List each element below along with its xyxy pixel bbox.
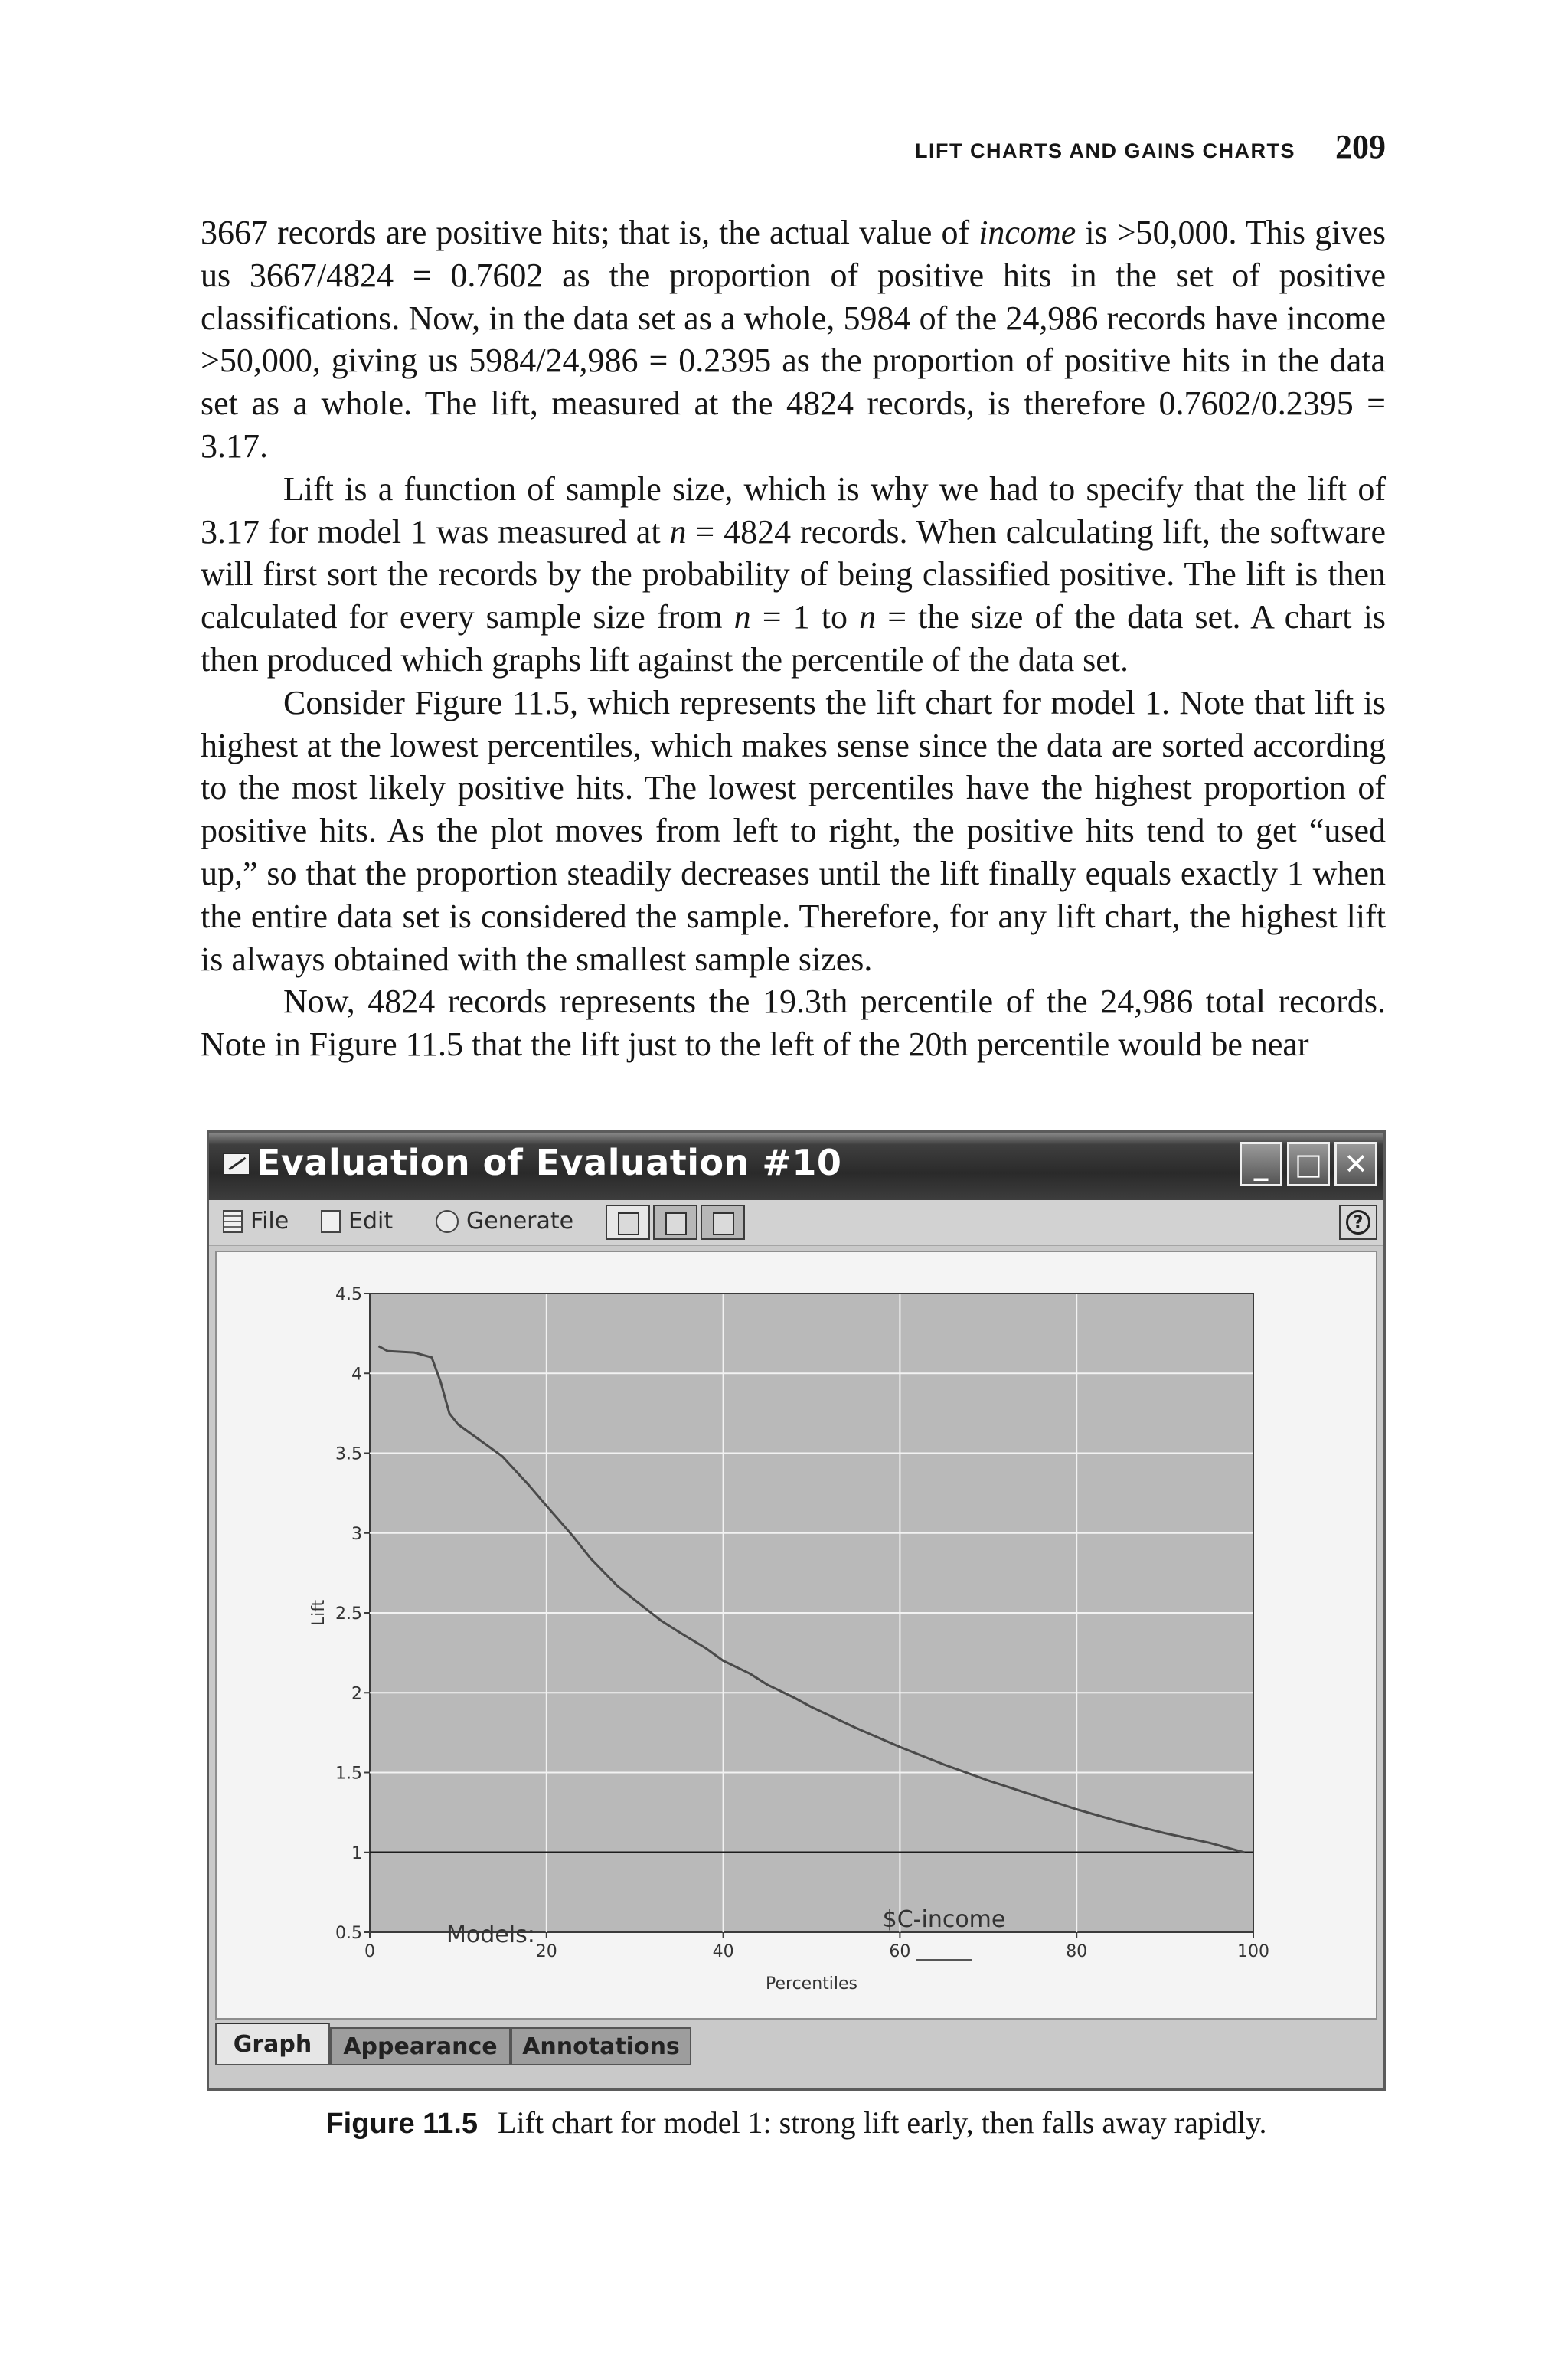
y-tick-label-2: 1.5 [335, 1764, 362, 1784]
paragraph-4: Now, 4824 records represents the 19.3th percentile of the 24,986 total records. Note in Figure 11.5 that the lift just to the left of the 20th percentile would be near [201, 983, 1386, 1064]
menu-file[interactable] [223, 1208, 289, 1235]
x-tick-label-1: 20 [535, 1942, 557, 1961]
p2-italic-n1: n [669, 512, 687, 551]
y-tick-label-6: 3.5 [335, 1444, 362, 1464]
tab-appearance[interactable]: Appearance [330, 2027, 511, 2065]
toolbar-export-button[interactable] [653, 1205, 697, 1240]
paragraph-2 [201, 468, 1386, 682]
x-tick-label-4: 80 [1066, 1942, 1088, 1961]
menu-generate-label: Generate [466, 1208, 574, 1235]
page-number: 209 [1335, 128, 1386, 165]
menu-file-label: File [250, 1208, 289, 1235]
menubar [209, 1200, 1383, 1246]
maximize-button[interactable]: □ [1287, 1142, 1330, 1186]
legend-line-swatch [916, 1959, 972, 1961]
chart-legend [852, 1906, 1036, 1961]
p2-italic-n3: n [859, 598, 877, 636]
menu-generate[interactable] [436, 1208, 573, 1235]
running-head [915, 127, 1386, 165]
close-button[interactable]: ✕ [1334, 1142, 1377, 1186]
lift-chart [217, 1252, 1377, 2018]
toolbar-copy-button[interactable] [606, 1205, 650, 1240]
p2-text-b: = 4824 records. When calculating lift, the software will first sort the records by the probability of being classified positive. The lift is then calculated for every sample size from [201, 512, 1386, 636]
y-axis-label: Lift [309, 1599, 328, 1627]
y-tick-label-1: 1 [351, 1843, 362, 1863]
menu-edit[interactable] [321, 1208, 393, 1235]
window-controls [1240, 1142, 1377, 1186]
paragraph-3: Consider Figure 11.5, which represents the lift chart for model 1. Note that lift is highest at the lowest percentiles, which makes sense since the data are sorted according to the most likely positive hits. The lowest percentiles have the highest proportion of positive hits. As the plot moves from left to right, the positive hits tend to get “used up,” so that the proportion steadily decreases until the lift finally equals exactly 1 when the entire data set is considered the sample. Therefore, for any lift chart, the highest lift is always obtained with the smallest sample sizes. [201, 683, 1386, 978]
caption-text: Lift chart for model 1: strong lift early, then falls away rapidly. [498, 2105, 1267, 2140]
caption-label: Figure 11.5 [325, 2108, 479, 2140]
minimize-button[interactable]: _ [1240, 1142, 1282, 1186]
paragraph-1 [201, 211, 1386, 468]
p1-text-c: is >50,000. This gives us 3667/4824 = 0.7602 as the proportion of positive hits in the set of positive classifications. Now, in the data set as a whole, 5984 of the 24,986 records have income >50,000, giving us 5984/24,986 = 0.2395 as the proportion of positive hits in the data set as a whole. The lift, measured at the 4824 records, is therefore 0.7602/0.2395 = 3.17. [201, 214, 1387, 465]
y-tick-label-8: 4.5 [335, 1285, 362, 1304]
file-icon [223, 1210, 243, 1233]
y-tick-label-4: 2.5 [335, 1604, 362, 1624]
tab-annotations[interactable]: Annotations [511, 2027, 691, 2065]
app-icon [223, 1153, 250, 1176]
y-tick-label-7: 4 [351, 1365, 362, 1385]
p2-text-c: = 1 to [750, 598, 860, 636]
tab-bar [209, 2023, 1383, 2088]
help-button[interactable] [1339, 1205, 1377, 1240]
x-tick-label-2: 40 [712, 1942, 734, 1961]
tab-graph[interactable]: Graph [215, 2023, 330, 2065]
generate-icon [436, 1210, 459, 1233]
x-tick-label-0: 0 [364, 1942, 375, 1961]
p2-italic-n2: n [733, 598, 751, 636]
p2-text-d: = the size of the data set. A chart is then produced which graphs lift against the percentile of the data set. [201, 598, 1386, 679]
toolbar-print-button[interactable] [701, 1205, 745, 1240]
x-tick-label-3: 60 [889, 1942, 911, 1961]
evaluation-window [207, 1130, 1386, 2091]
figure-caption [207, 2105, 1386, 2141]
p1-text-a: 3667 records are positive hits; that is, the actual value of [201, 214, 979, 251]
p2-text-a: Lift is a function of sample size, which is why we had to specify that the lift of 3.17 for model 1 was measured at [201, 469, 1386, 551]
x-axis-label: Percentiles [765, 1974, 858, 1994]
help-icon: ? [1346, 1210, 1370, 1235]
window-title: Evaluation of Evaluation #10 [256, 1142, 842, 1183]
x-tick-label-5: 100 [1237, 1942, 1269, 1961]
running-head-title: LIFT CHARTS AND GAINS CHARTS [915, 139, 1295, 162]
models-label: Models: [446, 1922, 535, 1948]
y-tick-label-5: 3 [351, 1524, 362, 1544]
edit-icon [321, 1210, 341, 1233]
menu-edit-label: Edit [348, 1208, 394, 1235]
chart-panel [215, 1251, 1377, 2020]
p1-italic-income: income [978, 214, 1076, 251]
legend-label: $C-income [882, 1906, 1006, 1933]
y-tick-label-3: 2 [351, 1684, 362, 1704]
y-tick-label-0: 0.5 [335, 1924, 362, 1943]
body-text [201, 211, 1386, 1066]
window-titlebar[interactable] [209, 1133, 1383, 1200]
